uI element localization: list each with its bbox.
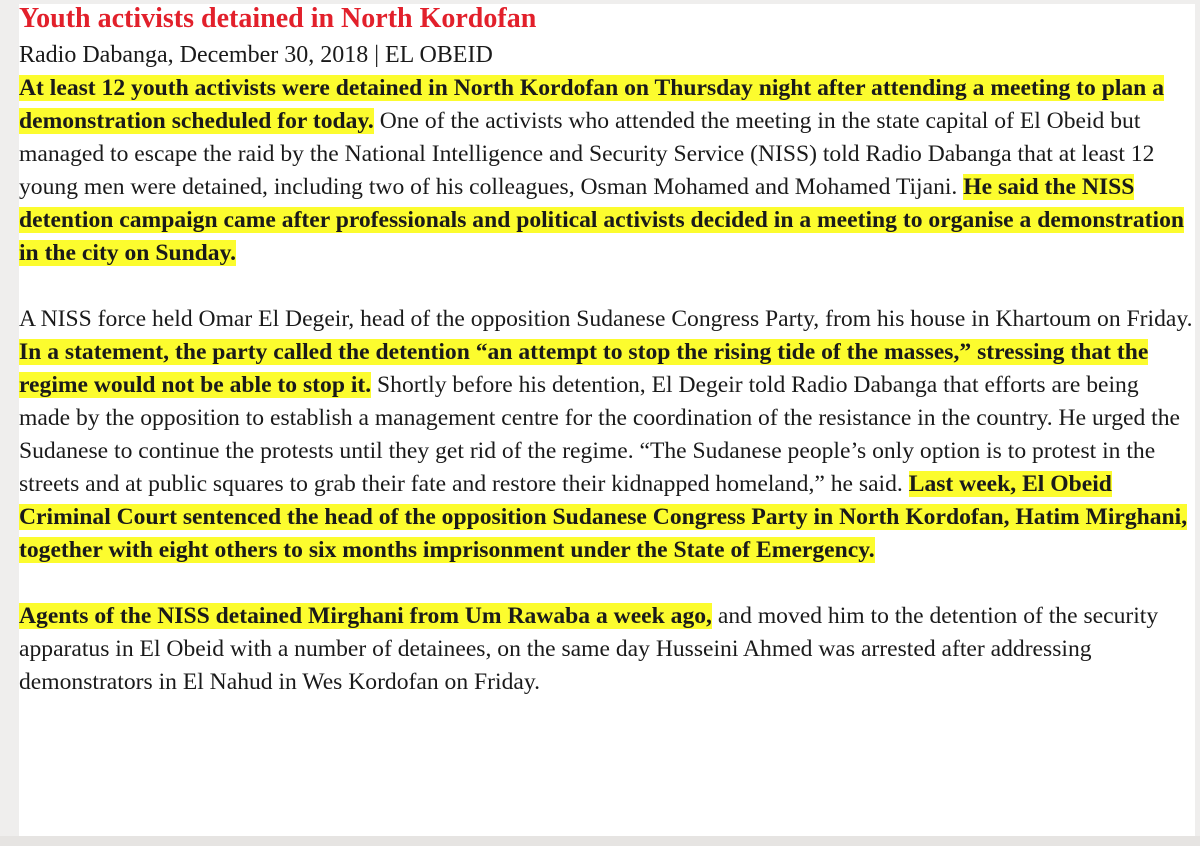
body-text: One of the activists who attended the meeting in the state capital of El Obeid but managed to escape the raid by the National Intelligence and Security Service (NISS) told Radio Dabanga that at least 12 young men were detained, including two of his colleagues, Osman Mohamed and Mohamed Tijani. [19,108,1155,200]
highlighted-text: Last week, El Obeid Criminal Court sentenced the head of the opposition Sudanese Congress Party in North Kordofan, Hatim Mirghani, together with eight others to six months imprisonment under the State of Emergency. [19,471,1188,563]
highlighted-text: Agents of the NISS detained Mirghani from Um Rawaba a week ago, [19,603,712,629]
body-text: Shortly before his detention, El Degeir told Radio Dabanga that efforts are being made by the opposition to establish a management centre for the coordination of the resistance in the country. He urged the Sudanese to continue the protests until they get rid of the regime. “The Sudanese people’s only option is to protest in the streets and at public squares to grab their fate and restore their kidnapped homeland,” he said. [19,372,1180,497]
article-headline: Youth activists detained in North Kordofan [19,3,537,34]
body-text: and moved him to the detention of the security apparatus in El Obeid with a number of detainees, on the same day Husseini Ahmed was arrested after addressing demonstrators in El Nahud in Wes Kordofan on Friday. [19,603,1159,695]
paragraph-2 [19,303,1195,567]
article [19,4,1195,699]
highlighted-text: At least 12 youth activists were detained in North Kordofan on Thursday night after attending a meeting to plan a demonstration scheduled for today. [19,75,1164,134]
page-bottom-edge [0,836,1200,846]
body-text: A NISS force held Omar El Degeir, head of the opposition Sudanese Congress Party, from his house in Khartoum on Friday. [19,306,1193,332]
paragraph-3 [19,600,1195,699]
highlighted-text: In a statement, the party called the detention “an attempt to stop the rising tide of the masses,” stressing that the regime would not be able to stop it. [19,339,1149,398]
highlighted-text: He said the NISS detention campaign came after professionals and political activists decided in a meeting to organise a demonstration in the city on Sunday. [19,174,1184,266]
paragraph-1 [19,72,1195,270]
article-byline: Radio Dabanga, December 30, 2018 | EL OBEID [19,42,493,68]
